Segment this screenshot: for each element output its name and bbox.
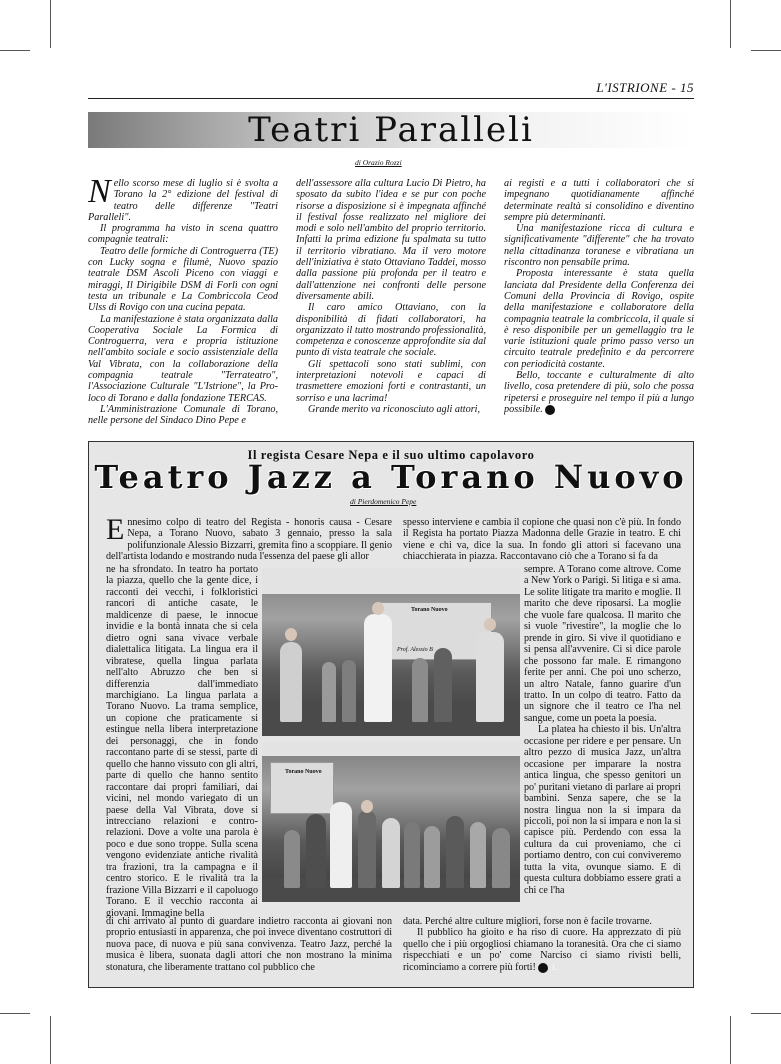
crop-mark: [50, 0, 51, 48]
paragraph: Proposta interessante è stata quella lanciata dal Presidente della Conferenza dei Comuni della Provincia di Rovigo, ospite della manifestazione e collaboratore della compagnia teatrale la combriccola, il quale si è reso disponibile per un gemellaggio tra le varie istituzioni quale primo passo verso un circuito teatrale predefinito e da percorrere con periodicità costante.: [504, 268, 694, 370]
paragraph-text: Il pubblico ha gioito e ha riso di cuore. Ha apprezzato di più quello che i più orgogliosi chiamano la toranesità. Ora che ci siamo rispecchiati e un po' come Narciso ci siamo rivisti belli, ricominciamo a correre più forti!: [403, 927, 681, 973]
paragraph: ai registi e a tutti i collaboratori che si impegnano quotidianamente affinché determinate realtà si consolidino e diventino sempre più determinanti.: [504, 178, 694, 223]
actor-figure: [358, 810, 376, 888]
article-byline: di Orazio Rozzi: [355, 158, 402, 167]
actor-figure: [404, 822, 420, 888]
paragraph: La platea ha chiesto il bis. Un'altra occasione per ridere e per pensare. Un altro pezzo di musica Jazz, un'altra occasione per imparare la nostra antica lingua, che spesso genitori un po' puritani vietano di parlare ai propri bambini. Senza sapere, che se la nostra lingua non la si impara da piccoli, poi non la si impara e non la si capisce più. Perdendo con essa la cultura da cui proveniamo, che ci portiamo dentro, con cui conviveremo tutta la vita, ovunque siamo. E di questa cultura dobbiamo essere grati a chi ce l'ha: [524, 724, 681, 896]
drop-cap: N: [88, 178, 111, 210]
actor-figure: [284, 830, 300, 888]
actor-figure: [306, 814, 326, 888]
paragraph: Gli spettacoli sono stati sublimi, con interpretazioni notevoli e capaci di trasmettere emozioni forti e contrastanti, un sorriso e una lacrima!: [296, 358, 486, 404]
actor-figure: [424, 826, 440, 888]
crop-mark: [751, 50, 781, 51]
actor-head: [372, 602, 384, 615]
paragraph: nnesimo colpo di teatro del Regista - honoris causa - Cesare Nepa, a Torano Nuovo, sabato 3 gennaio, presso la sala polifunzionale Alessio Bizzarri, gremita fino a scoppiare. Il genio dell'artista lodando e mostrando nuda l'essenza del paese gli allor: [106, 517, 392, 563]
crop-mark: [730, 1016, 731, 1064]
actor-figure: [446, 816, 464, 888]
article2-bottom-right: [403, 916, 681, 978]
paragraph: Grande merito va riconosciuto agli attori,: [308, 403, 481, 415]
article2-right-top: [403, 517, 681, 567]
actor-figure: [470, 822, 486, 888]
photo-background: [262, 742, 520, 756]
crop-mark: [751, 1013, 781, 1014]
article-kicker: Il regista Cesare Nepa e il suo ultimo capolavoro: [247, 448, 535, 462]
banner-caption: Prof. Alessio B: [397, 647, 433, 653]
article1-column-3: [504, 178, 694, 430]
banner-text: Torano Nuovo: [285, 769, 322, 775]
article-headline: Teatro Jazz a Torano Nuovo: [94, 458, 688, 496]
article2-intro: [106, 517, 392, 569]
paragraph: sempre. A Torano come altrove. Come a New York o Parigi. Si litiga e si ama. Le solite litigate tra marito e moglie. Il marito che deve riposarsi. La moglie che vuole fare qualcosa. Il marito che si vuole "rivestire", la moglie che lo prende in giro. Si vive il quotidiano e si pensa all'avvenire. Ci si dice parole che possono far male. E rimangono ferite per anni. Che poi uno scherzo, un altro Natale, fanno guarire d'un tratto. In un colpo di teatro. Fatto da un signore che il teatro ce l'ha nel sangue, come un poeta la poesia.: [524, 564, 681, 724]
end-mark-icon: L: [538, 963, 548, 973]
article2-bottom-left: [106, 916, 392, 976]
stage-photo-2: [262, 742, 520, 902]
actor-figure: [330, 802, 352, 888]
paragraph: Teatro delle formiche di Controguerra (TE) con Lucky sogna e filumè, Nuovo spazio teatrale DSM Ascoli Piceno con viaggi e miraggi, Il Dirigibile DSM di Forlì con ogni testa un tribunale e La Combriccola Ceod Ulss di Rovigo con una cucina pepata.: [88, 245, 278, 314]
paragraph-text: Bello, toccante e culturalmente di alto livello, cosa pretendere di più, solo che possa ripetersi e proseguire nel tempo il più a lungo possibile.: [504, 370, 694, 415]
article1-column-2: [296, 178, 486, 430]
stage-banner: [270, 762, 334, 814]
actor-figure: [412, 658, 428, 722]
crop-mark: [730, 0, 731, 48]
article1-column-1: [88, 178, 278, 430]
paragraph: Una manifestazione ricca di cultura e significativamente "differente" che ha trovato nella cittadinanza toranese e vibratiana un riscontro non pensabile prima.: [504, 223, 694, 269]
crop-mark: [0, 50, 30, 51]
header-rule: [88, 98, 694, 99]
stage-photo-1: [262, 568, 520, 736]
crop-mark: [0, 1013, 30, 1014]
actor-figure: [364, 614, 392, 722]
paragraph: La manifestazione è stata organizzata dalla Cooperativa Sociale La Formica di Controguerra, vera e propria istituzione nell'ambito sociale e socio assistenziale della Val Vibrata, con la collaborazione della compagnia teatrale "Terrateatro", l'Associazione Culturale "L'Istrione", la Pro-loco di Torano e dalla fondazione TERCAS.: [88, 313, 278, 404]
actor-figure: [434, 648, 452, 722]
actor-figure: [322, 662, 336, 722]
actor-figure: [476, 632, 504, 722]
paragraph: Il programma ha visto in scena quattro compagnie teatrali:: [88, 223, 278, 246]
paragraph: L'Amministrazione Comunale di Torano, nelle persone del Sindaco Dino Pepe e: [88, 403, 278, 427]
paragraph: spesso interviene e cambia il copione che quasi non c'è più. In fondo il Regista ha portato Piazza Madonna delle Grazie in teatro. E chi viene e chi va, dice la sua. In fondo gli attori si facevano una chiacchierata in piazza. Raccontavano ciò che a Torano si fa da: [403, 517, 681, 563]
article-title: Teatri Paralleli: [248, 110, 534, 150]
actor-figure: [280, 642, 302, 722]
paragraph: Il caro amico Ottaviano, con la disponibilità di fidati collaboratori, ha organizzato il tutto mostrando professionalità, competenza e conoscenze approfondite sia dal punto di vista teatrale che sociale.: [296, 302, 486, 359]
actor-figure: [382, 818, 400, 888]
article2-left-column: [106, 564, 258, 918]
paragraph: [504, 370, 694, 415]
crop-mark: [50, 1016, 51, 1064]
article-byline: di Pierdomenico Pepe: [350, 497, 417, 506]
paragraph: di chi arrivato al punto di guardare indietro racconta ai giovani non proprio entusiasti in apparenza, che poi invece diventano costruttori di nuova pace, di nuova e più sana convivenza. Teatro Jazz, perché la musica è libera, suonata dagli attori che non mostrano la minima stonatura, che liberamente trattano col pubblico che: [106, 916, 392, 973]
paragraph: [403, 927, 681, 973]
actor-head: [484, 618, 496, 631]
actor-head: [285, 628, 297, 641]
drop-cap: E: [106, 517, 125, 546]
paragraph: dell'assessore alla cultura Lucio Di Pietro, ha sposato da subito l'idea e se pur con poche risorse a disposizione si è impegnata affinché il festival fosse realizzato nel migliore dei modi e solo nell'ambito del proprio territorio. Infatti la prima edizione fu spalmata su tutto il territorio vibratiano. Ma il vero motore dell'iniziativa è stato Ottaviano Taddei, mosso dalla passione più profonda per il teatro e dall'attenzione nei confronti delle persone diversamente abili.: [296, 178, 486, 302]
paragraph: ello scorso mese di luglio si è svolta a Torano la 2° edizione del festival di teatro delle differenze "Teatri Paralleli".: [88, 178, 278, 223]
paragraph: ne ha sfrondato. In teatro ha portato la piazza, quello che la gente dice, i racconti dei vecchi, i folkloristici rancori di antiche casate, le maldicenze di paese, le innocue invidie e la bontà innata che si cela dietro ogni sana vivace verbale dialettalica litigata. La lingua era il vibratese, quella lingua parlata nell'alto Abruzzo che ben si differenzia dall'immediato marchigiano. La lingua parlata a Torano Nuovo. La trama semplice, un copione che praticamente si estingue nella libera interpretazione dei personaggi, che in fondo raccontano parte di se stessi, parte di quello che hanno vissuto con gli altri, parte di quello che hanno sentito raccontare dai propri familiari, dai vicini, nel mondo variegato di un paese della Val Vibrata, dove si intrecciano relazioni e contro-relazioni. Dove a volte una parola è poco e due sono troppe. Sulla scena vengono evidenziate antiche rivalità tra frazioni, tra la campagna e il centro storico. E le rivalità tra la frazione Villa Bizzarri e il capoluogo Torano. E il vecchio racconta ai giovani. Immagine bella: [106, 564, 258, 918]
article2-right-column: [524, 564, 681, 916]
photo-background: [262, 568, 520, 594]
paragraph: data. Perché altre culture migliori, forse non è facile trovarne.: [403, 916, 652, 927]
banner-text: Torano Nuovo: [411, 607, 448, 613]
running-head: L'ISTRIONE - 15: [596, 80, 694, 95]
end-mark-icon: L: [545, 405, 555, 415]
actor-figure: [492, 828, 510, 888]
actor-figure: [342, 660, 356, 722]
actor-head: [361, 800, 373, 813]
